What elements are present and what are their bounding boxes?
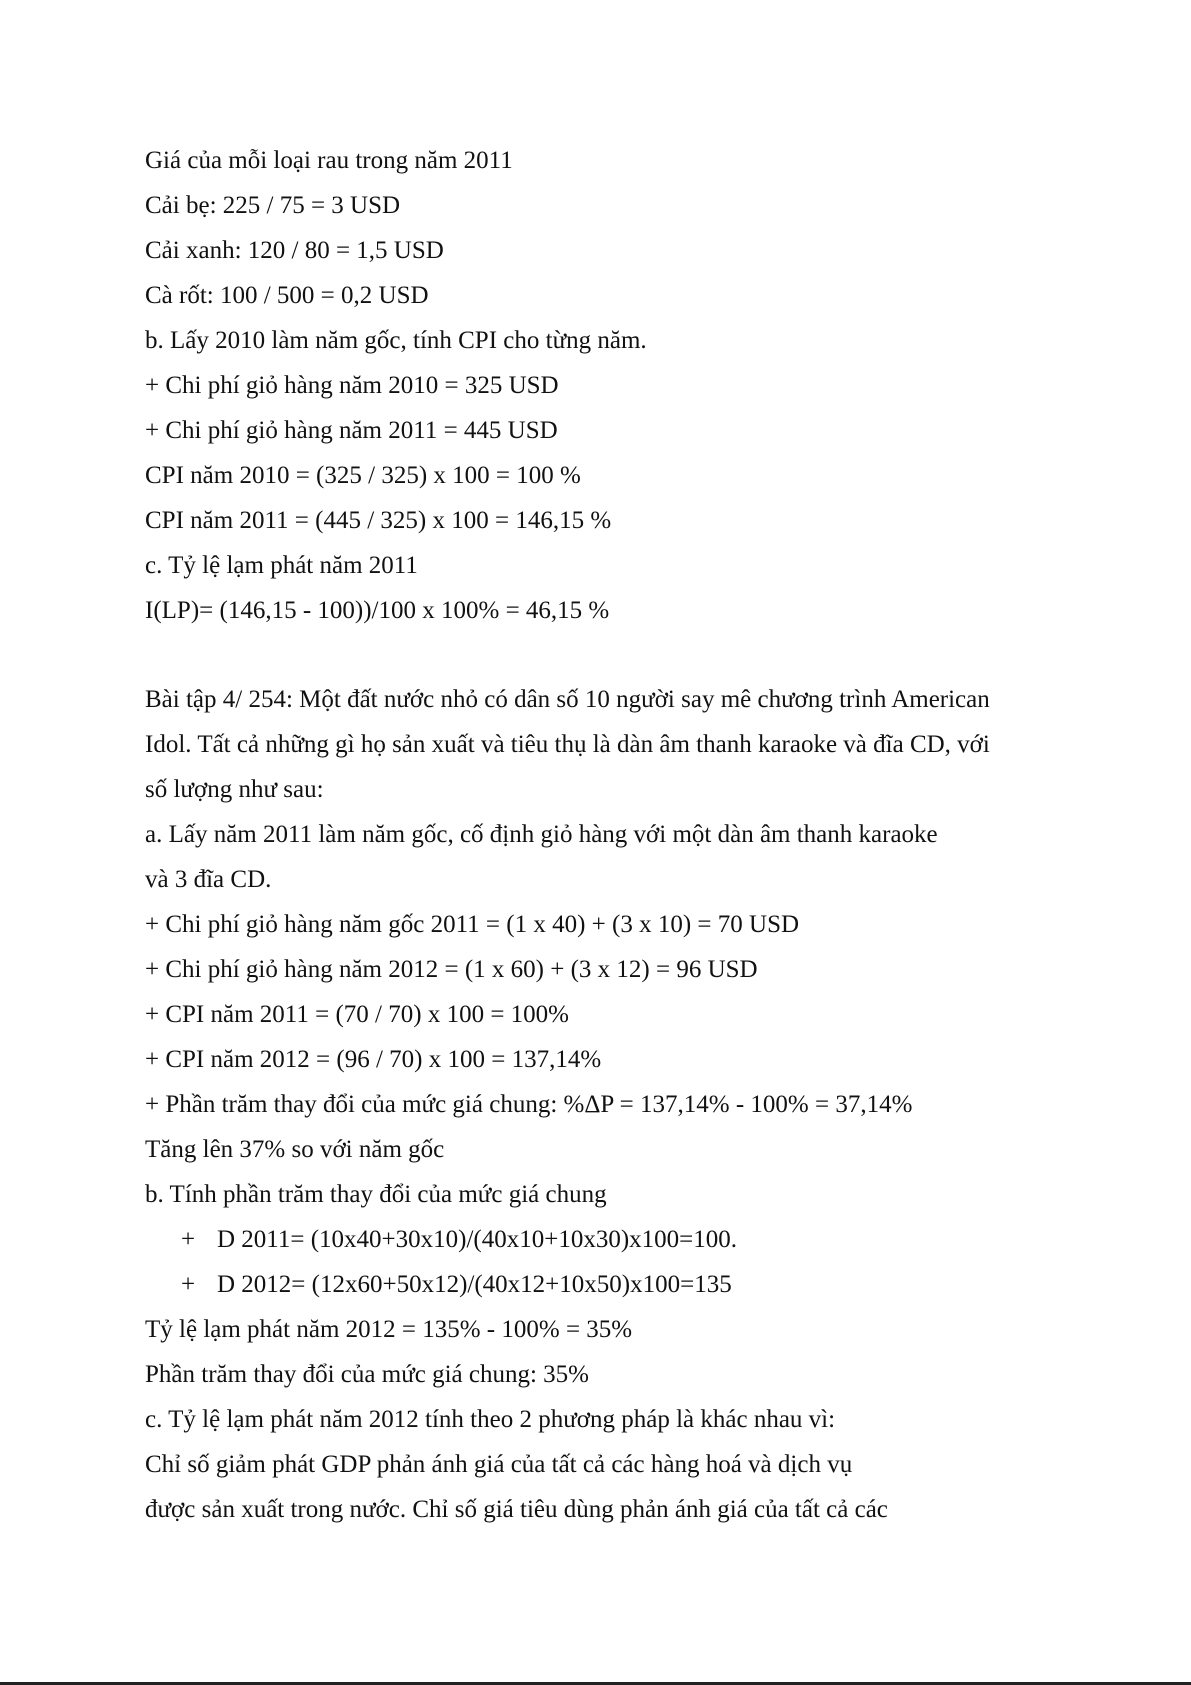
- part1-block: [145, 138, 1045, 633]
- text-line: CPI năm 2011 = (445 / 325) x 100 = 146,15 %: [145, 507, 612, 534]
- exercise-heading-line: Bài tập 4/ 254: Một đất nước nhỏ có dân số 10 người say mê chương trình American: [145, 686, 990, 713]
- text-line: số lượng như sau:: [145, 776, 324, 803]
- text-line: I(LP)= (146,15 - 100))/100 x 100% = 46,15 %: [145, 597, 610, 624]
- text-line: + Phần trăm thay đổi của mức giá chung: %ΔP = 137,14% - 100% = 37,14%: [145, 1091, 913, 1118]
- text-line: Cải xanh: 120 / 80 = 1,5 USD: [145, 237, 444, 264]
- text-line: + Chi phí giỏ hàng năm 2011 = 445 USD: [145, 417, 558, 444]
- text-line: được sản xuất trong nước. Chỉ số giá tiêu dùng phản ánh giá của tất cả các: [145, 1496, 888, 1523]
- text-line: c. Tỷ lệ lạm phát năm 2011: [145, 552, 418, 579]
- text-line: Tăng lên 37% so với năm gốc: [145, 1136, 445, 1163]
- bullet-marker: +: [181, 1226, 196, 1253]
- text-line: Giá của mỗi loại rau trong năm 2011: [145, 147, 513, 174]
- text-line: Phần trăm thay đổi của mức giá chung: 35%: [145, 1361, 589, 1388]
- text-line: Cà rốt: 100 / 500 = 0,2 USD: [145, 282, 429, 309]
- list-item-text: D 2011= (10x40+30x10)/(40x10+10x30)x100=100.: [217, 1226, 738, 1253]
- text-line: + CPI năm 2011 = (70 / 70) x 100 = 100%: [145, 1001, 569, 1028]
- text-line: + Chi phí giỏ hàng năm 2012 = (1 x 60) + (3 x 12) = 96 USD: [145, 956, 758, 983]
- list-item-text: D 2012= (12x60+50x12)/(40x12+10x50)x100=135: [217, 1271, 732, 1298]
- text-line: + Chi phí giỏ hàng năm gốc 2011 = (1 x 40) + (3 x 10) = 70 USD: [145, 911, 800, 938]
- text-line: Idol. Tất cả những gì họ sản xuất và tiêu thụ là dàn âm thanh karaoke và đĩa CD, với: [145, 731, 990, 758]
- text-line: b. Tính phần trăm thay đổi của mức giá chung: [145, 1181, 607, 1208]
- text-line: và 3 đĩa CD.: [145, 866, 272, 893]
- text-line: c. Tỷ lệ lạm phát năm 2012 tính theo 2 phương pháp là khác nhau vì:: [145, 1406, 836, 1433]
- text-line: + Chi phí giỏ hàng năm 2010 = 325 USD: [145, 372, 559, 399]
- list-item: [145, 1217, 1045, 1262]
- text-line: CPI năm 2010 = (325 / 325) x 100 = 100 %: [145, 462, 581, 489]
- text-line: Chỉ số giảm phát GDP phản ánh giá của tất cả các hàng hoá và dịch vụ: [145, 1451, 853, 1478]
- text-line: Tỷ lệ lạm phát năm 2012 = 135% - 100% = 35%: [145, 1316, 633, 1343]
- text-line: + CPI năm 2012 = (96 / 70) x 100 = 137,14%: [145, 1046, 602, 1073]
- text-line: Cải bẹ: 225 / 75 = 3 USD: [145, 192, 401, 219]
- list-item: [145, 1262, 1045, 1307]
- text-line: a. Lấy năm 2011 làm năm gốc, cố định giỏ hàng với một dàn âm thanh karaoke: [145, 821, 938, 848]
- part2-block: [145, 677, 1045, 1532]
- bullet-marker: +: [181, 1271, 196, 1298]
- text-line: b. Lấy 2010 làm năm gốc, tính CPI cho từng năm.: [145, 327, 647, 354]
